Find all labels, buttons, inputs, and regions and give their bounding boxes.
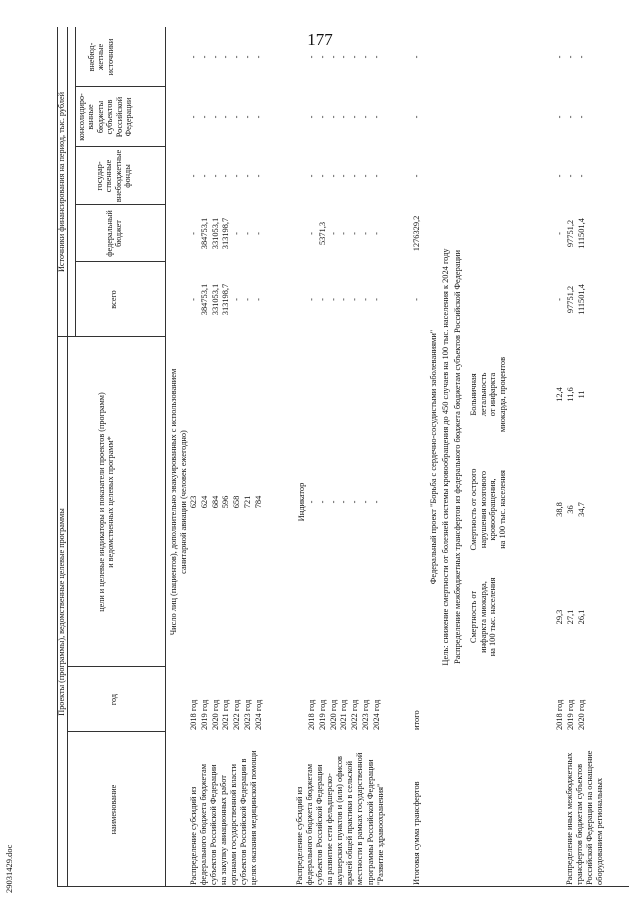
block2-row-year: 2019 год [317,699,327,730]
block2-row-extra: - [317,55,327,59]
block1-row-total: 331053,1 [210,283,220,316]
block2-row-extra: - [371,55,381,59]
block1-name: Распределение субсидий из федерального бюджета бюджетам субъектов Российской Федерации на закупку авиационных работ органами государственной власти субъектов Российской Федерации в целях оказания медицинской помощи [189,750,259,885]
block1-indicator: Число лиц (пациентов), дополнительно эвакуированных с использованием санитарной авиации (человек ежегодно) [169,368,188,636]
block3-row-state: - [565,174,575,178]
block3-row-b: 36 [565,505,575,514]
project-title: Федеральный проект "Борьба с сердечно-сосудистыми заболеваниями" [429,329,438,585]
block1-row-federal: 313198,7 [221,217,231,250]
block1-row-state: - [189,174,198,178]
block1-row-total: - [232,298,242,301]
block2-row-federal: - [361,232,370,235]
block2-row-state: - [371,174,381,178]
block2-row-regional: - [350,115,360,119]
block1-row-year: 2020 год [210,699,220,730]
block3-row-total: 111501,4 [576,284,586,315]
block2-row-extra: - [339,55,349,59]
block1-row-total: - [253,298,263,301]
block1-row-regional: - [243,115,252,119]
block1-row-year: 2024 год [253,699,263,730]
block1-row-extra: - [253,55,263,59]
block2-row-indicator-value: - [371,500,381,504]
block3-row-a: 29,3 [555,609,564,625]
block1-row-extra: - [199,55,209,59]
block2-row-indicator-value: - [328,500,338,504]
block1-row-federal: - [189,232,198,235]
total-row-year: итого [412,710,421,730]
total-row-name: Итоговая сумма трансфертов [412,781,421,885]
block3-row-b: 34,7 [576,502,586,517]
project-distribution: Распределение межбюджетных трансфертов из федерального бюджета бюджетам субъектов Российской Федерации [453,250,462,664]
block1-row-regional: - [210,115,220,119]
block2-row-total: - [328,298,338,301]
block2-row-year: 2023 год [361,699,370,730]
header-bottom-rule [165,27,166,887]
block3-name: Распределение иных межбюджетных трансфертов бюджетам субъектов Российской Федерации на оснащение оборудованием региональных [565,750,605,885]
block2-row-regional: - [307,115,316,119]
block2-row-year: 2024 год [371,699,381,730]
block1-row-state: - [253,174,263,178]
block1-row-year: 2019 год [199,699,209,730]
block1-row-regional: - [199,115,209,119]
table-left-border [57,886,629,887]
block2-row-total: - [361,298,370,301]
block2-row-indicator-value: - [350,500,360,504]
header-total: всего [109,290,118,309]
rotated-table-sheet [57,27,629,887]
block2-row-federal: - [307,232,316,235]
block1-row-regional: - [232,115,242,119]
total-row-regional: - [412,115,421,119]
block1-row-indicator-value: 596 [221,495,231,509]
block3-row-extra: - [576,55,586,59]
total-row-federal: 1276329,2 [412,215,421,252]
project-goal: Цель: снижение смертности от болезней системы кровообращения до 450 случаев на 100 тыс. населения к 2024 году [441,248,450,666]
block3-row-total: 97751,2 [565,285,575,314]
block1-row-federal: 384753,1 [199,217,209,250]
total-row-total: - [412,298,421,301]
block2-row-total: - [307,298,316,301]
block2-indicator: Индикатор [297,482,306,522]
block2-row-state: - [328,174,338,178]
block1-row-state: - [199,174,209,178]
block3-head-a: Смертность от инфаркта миокарда, на 100 тыс. населения [469,577,498,657]
header-rule [67,27,68,887]
block3-row-c: 12,4 [555,387,564,402]
block2-row-total: - [350,298,360,301]
block2-row-extra: - [361,55,370,59]
block3-head-b: Смертность от острого нарушения мозгового кровообращения, на 100 тыс. населения [469,468,507,551]
block2-row-regional: - [371,115,381,119]
block3-row-year: 2018 год [555,699,564,730]
block1-row-federal: - [253,232,263,235]
header-projects: Проекты (программы), ведомственные целевые программы [57,508,66,716]
block3-row-regional: - [576,115,586,119]
block2-row-federal: - [371,232,381,235]
block3-row-total: - [555,298,564,301]
header-federal: федеральный бюджет [105,210,124,257]
block2-row-federal: - [350,232,360,235]
header-name: наименование [109,784,118,835]
block1-row-year: 2023 год [243,699,252,730]
block3-row-regional: - [565,115,575,119]
block3-row-federal: 111501,4 [576,218,586,249]
header-sources: Источники финансирования на период, тыс. рублей [57,92,66,272]
block2-row-year: 2018 год [307,699,316,730]
block2-row-state: - [307,174,316,178]
block1-row-extra: - [210,55,220,59]
block1-row-total: - [243,298,252,301]
block1-row-indicator-value: 623 [189,495,198,509]
block2-row-extra: - [307,55,316,59]
block2-row-regional: - [339,115,349,119]
block1-row-extra: - [189,55,198,59]
block1-row-indicator-value: 658 [232,495,242,509]
block1-row-regional: - [253,115,263,119]
block3-row-state: - [555,174,564,178]
block2-row-state: - [339,174,349,178]
block2-row-regional: - [361,115,370,119]
block3-row-federal: 97751,2 [565,219,575,248]
block1-row-total: - [189,298,198,301]
block1-row-indicator-value: 684 [210,495,220,509]
block2-row-indicator-value: - [307,500,316,504]
sources-rule [75,27,76,337]
block2-row-extra: - [350,55,360,59]
block3-row-c: 11 [576,390,586,399]
block1-row-state: - [221,174,231,178]
block3-row-year: 2019 год [565,699,575,730]
block1-row-federal: - [232,232,242,235]
block3-row-year: 2020 год [576,699,586,730]
total-row-state: - [412,174,421,178]
header-extra: внебюд- жетные источники [87,38,115,76]
block2-row-total: - [339,298,349,301]
block3-row-regional: - [555,115,564,119]
header-state-funds: государ- ственные внебюджетные фонды [95,149,133,203]
total-row-extra: - [412,55,421,59]
block2-row-state: - [350,174,360,178]
block3-head-c: Больничная летальность от инфаркта миокарда, процентов [469,356,507,433]
block2-row-federal: - [328,232,338,235]
block2-row-year: 2022 год [350,699,360,730]
block1-row-extra: - [232,55,242,59]
block1-row-year: 2021 год [221,699,231,730]
block2-row-year: 2020 год [328,699,338,730]
block1-row-indicator-value: 721 [243,495,252,509]
block1-row-indicator-value: 784 [253,495,263,509]
page-number: 177 [307,30,333,49]
block1-row-extra: - [221,55,231,59]
block2-name: Распределение субсидий из федерального бюджета бюджетам субъектов Российской Федерации на развитие сети фельдшерско- акушерских пунктов и (или) офисов врачей общей практики в сельской местности в рамках государственной программы Российской Федерации "Развитие здравоохранения" [295,752,385,885]
block2-row-state: - [361,174,370,178]
block1-row-total: 313198,7 [221,283,231,316]
block3-row-a: 26,1 [576,609,586,625]
block2-row-indicator-value: - [361,500,370,504]
header-year: год [109,693,118,706]
block2-row-federal: - [339,232,349,235]
block3-row-extra: - [555,55,564,59]
block2-row-regional: - [328,115,338,119]
block3-row-b: 38,8 [555,502,564,517]
block1-row-total: 384753,1 [199,283,209,316]
block3-row-federal: - [555,232,564,235]
block1-row-extra: - [243,55,252,59]
block3-row-extra: - [565,55,575,59]
block3-row-a: 27,1 [565,609,575,625]
header-regional: консолидиро- ванные бюджеты субъектов Российской Федерации [77,93,134,141]
block1-row-federal: - [243,232,252,235]
block1-row-regional: - [221,115,231,119]
block1-row-year: 2022 год [232,699,242,730]
block2-row-extra: - [328,55,338,59]
block1-row-state: - [243,174,252,178]
block2-row-federal: 5371,3 [317,221,327,246]
block1-row-state: - [232,174,242,178]
block1-row-year: 2018 год [189,699,198,730]
block2-row-state: - [317,174,327,178]
header-goals: цели и целевые индикаторы и показатели проектов (программ) и ведомственных целевых программ* [97,392,116,612]
block1-row-indicator-value: 624 [199,495,209,509]
block2-row-indicator-value: - [317,500,327,504]
block2-row-total: - [317,298,327,301]
block2-row-regional: - [317,115,327,119]
block3-row-state: - [576,174,586,178]
block2-row-total: - [371,298,381,301]
block1-row-state: - [210,174,220,178]
block1-row-regional: - [189,115,198,119]
footer-filename: 29031429.doc [4,844,14,893]
block2-row-indicator-value: - [339,500,349,504]
block1-row-federal: 331053,1 [210,217,220,250]
block2-row-year: 2021 год [339,699,349,730]
block3-row-c: 11,6 [565,387,575,402]
